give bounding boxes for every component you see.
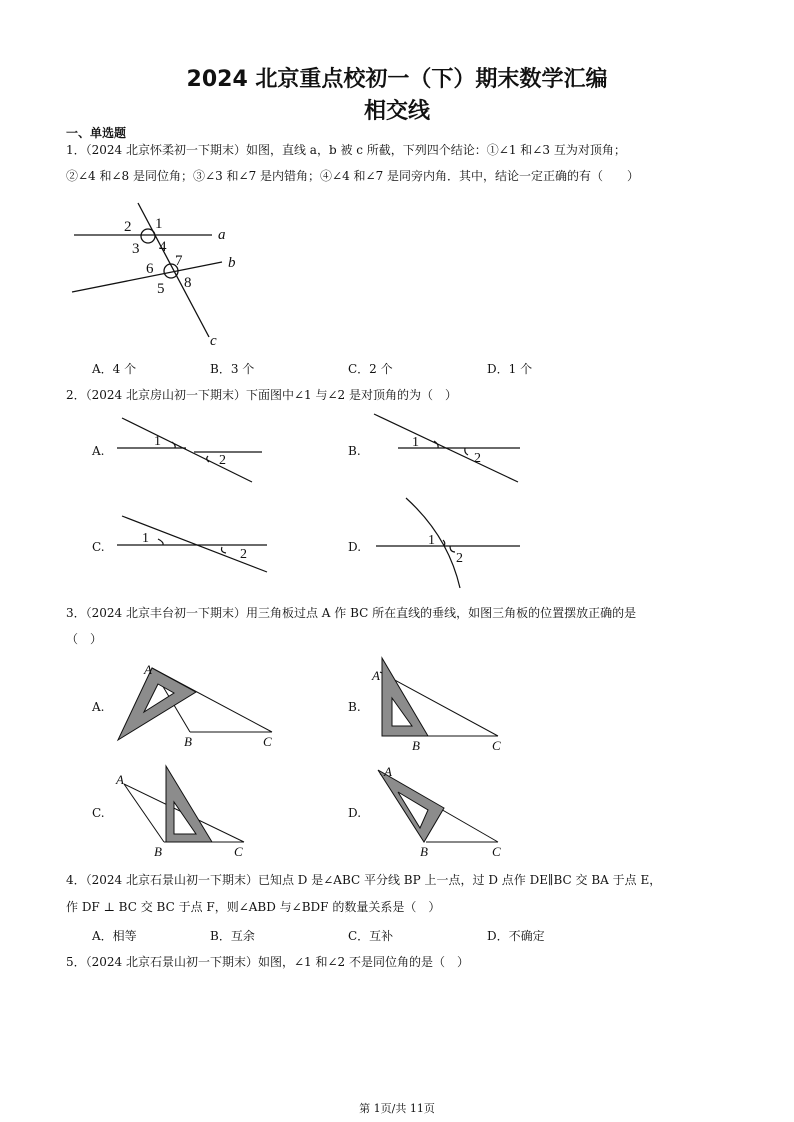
page-footer: 第 1页/共 11页: [359, 1102, 435, 1115]
point-label-c: C: [492, 738, 501, 753]
q3-option-c[interactable]: C.: [92, 806, 105, 820]
q2-figure-a[interactable]: [112, 412, 272, 490]
q1-text-line2: ②∠4 和∠8 是同位角；③∠3 和∠7 是内错角；④∠4 和∠7 是同旁内角．其中，结论一定正确的有（ ）: [66, 169, 640, 183]
q1-option-a[interactable]: A．4 个: [92, 362, 137, 376]
angle-label-2: 2: [456, 551, 463, 566]
angle-label-1: 1: [154, 434, 161, 449]
q1-option-c[interactable]: C．2 个: [348, 362, 393, 376]
q2-figure-c[interactable]: [112, 510, 272, 578]
angle-label-1: 1: [142, 531, 149, 546]
point-label-b: B: [154, 844, 162, 859]
q4-text-line2: 作 DF ⊥ BC 交 BC 于点 F，则∠ABD 与∠BDF 的数量关系是（ ）: [66, 900, 441, 914]
angle-label-1: 1: [428, 533, 435, 548]
angle-label-2: 2: [219, 453, 226, 468]
q3-option-b[interactable]: B.: [348, 700, 361, 714]
angle-label-6: 6: [146, 261, 154, 277]
set-square: [118, 668, 196, 740]
q3-figure-d[interactable]: [368, 762, 518, 862]
q2-text: 2．（2024 北京房山初一下期末）下面图中∠1 与∠2 是对顶角的为（ ）: [66, 388, 457, 402]
section-heading: 一、单选题: [66, 126, 127, 140]
point-label-a: A: [372, 668, 380, 683]
q3-option-a[interactable]: A.: [92, 700, 105, 714]
angle-label-2: 2: [124, 219, 132, 235]
line-label-b: b: [228, 255, 236, 271]
angle-label-5: 5: [157, 281, 165, 297]
q2-figure-b[interactable]: [368, 408, 528, 488]
line-label-c: c: [210, 333, 217, 349]
q2-option-d[interactable]: D.: [348, 540, 362, 554]
q4-text-line1: 4．（2024 北京石景山初一下期末）已知点 D 是∠ABC 平分线 BP 上一点，过 D 点作 DE∥BC 交 BA 于点 E，: [66, 873, 662, 887]
angle-label-3: 3: [132, 241, 140, 257]
set-square: [166, 766, 212, 842]
angle-label-2: 2: [474, 451, 481, 466]
q3-figure-c[interactable]: [112, 762, 262, 862]
q3-option-d[interactable]: D.: [348, 806, 362, 820]
q1-option-b[interactable]: B．3 个: [210, 362, 255, 376]
q2-option-a[interactable]: A.: [92, 444, 105, 458]
line-label-a: a: [218, 227, 226, 243]
q3-figure-b[interactable]: [368, 654, 518, 754]
point-label-a: A: [116, 772, 124, 787]
set-square: [378, 770, 444, 842]
angle-label-2: 2: [240, 547, 247, 562]
angle-label-1: 1: [155, 216, 163, 232]
q1-option-d[interactable]: D．1 个: [487, 362, 533, 376]
q2-option-b[interactable]: B.: [348, 444, 361, 458]
q4-option-c[interactable]: C．互补: [348, 929, 394, 943]
q4-option-d[interactable]: D．不确定: [487, 929, 545, 943]
point-label-a: A: [384, 764, 392, 779]
q3-text-line1: 3．（2024 北京丰台初一下期末）用三角板过点 A 作 BC 所在直线的垂线，如图三角板的位置摆放正确的是: [66, 606, 637, 620]
set-square: [382, 658, 428, 736]
q4-option-b[interactable]: B．互余: [210, 929, 255, 943]
point-label-b: B: [184, 734, 192, 749]
q3-text-line2: （ ）: [66, 632, 103, 646]
q5-text: 5．（2024 北京石景山初一下期末）如图，∠1 和∠2 不是同位角的是（ ）: [66, 955, 469, 969]
page-subtitle: 相交线: [363, 99, 430, 124]
q1-text-line1: 1．（2024 北京怀柔初一下期末）如图，直线 a，b 被 c 所截，下列四个结论：①∠1 和∠3 互为对顶角；: [66, 143, 626, 157]
angle-marks-upper: [141, 229, 155, 243]
angle-label-4: 4: [159, 239, 167, 255]
page-title: 2024 北京重点校初一（下）期末数学汇编: [186, 67, 608, 92]
q2-option-c[interactable]: C.: [92, 540, 105, 554]
q2-figure-d[interactable]: [368, 492, 528, 592]
angle-label-7: 7: [175, 253, 183, 269]
angle-label-8: 8: [184, 275, 192, 291]
point-label-a: A: [144, 662, 152, 677]
point-label-c: C: [492, 844, 501, 859]
point-label-b: B: [412, 738, 420, 753]
q4-option-a[interactable]: A．相等: [92, 929, 137, 943]
angle-label-1: 1: [412, 435, 419, 450]
point-label-b: B: [420, 844, 428, 859]
point-label-c: C: [234, 844, 243, 859]
point-label-c: C: [263, 734, 272, 749]
q1-figure: [66, 195, 266, 350]
q3-figure-a[interactable]: [112, 660, 282, 750]
